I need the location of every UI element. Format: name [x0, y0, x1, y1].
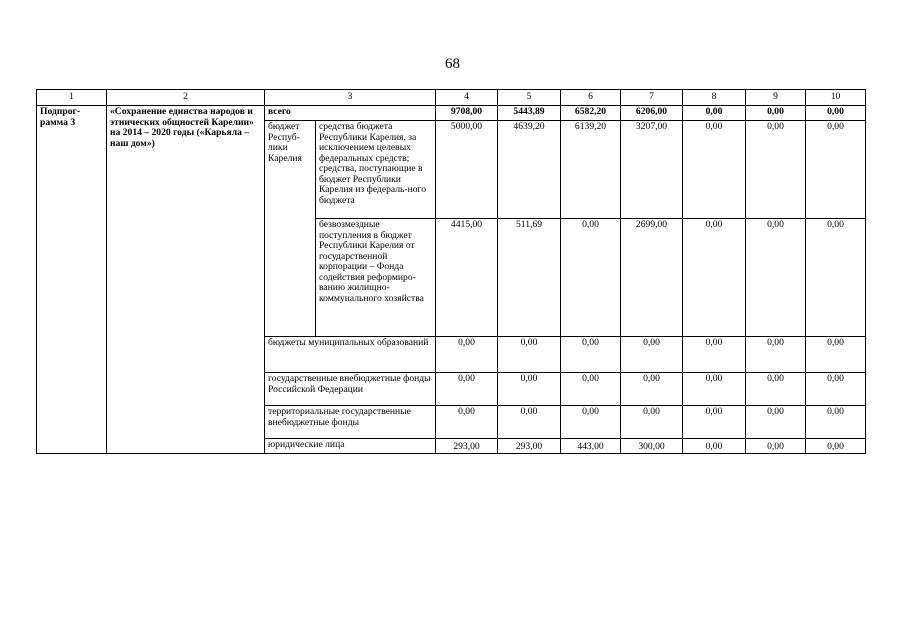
- value-cell: 0,00: [806, 121, 866, 219]
- value-cell: 3207,00: [621, 121, 683, 219]
- value-cell: 0,00: [436, 406, 498, 439]
- column-header: 1: [37, 90, 107, 106]
- value-cell: 0,00: [621, 373, 683, 406]
- column-header: 7: [621, 90, 683, 106]
- value-cell: 0,00: [683, 373, 746, 406]
- value-cell: 0,00: [806, 219, 866, 337]
- value-cell: 0,00: [683, 337, 746, 373]
- value-cell: 0,00: [746, 373, 806, 406]
- value-cell: 0,00: [806, 373, 866, 406]
- value-cell: 0,00: [806, 406, 866, 439]
- value-cell: 0,00: [498, 373, 561, 406]
- row-label: бюджеты муниципальных образований: [265, 337, 436, 373]
- value-cell: 293,00: [498, 439, 561, 454]
- column-header: 2: [107, 90, 265, 106]
- value-cell: 6582,20: [561, 106, 621, 121]
- table-row-total: [37, 106, 866, 121]
- column-header: 9: [746, 90, 806, 106]
- program-name: «Сохранение единства народов и этнических общностей Карелии» на 2014 – 2020 годы («Карьяла – наш дом»): [107, 106, 265, 454]
- value-cell: 4415,00: [436, 219, 498, 337]
- value-cell: 0,00: [746, 439, 806, 454]
- value-cell: 0,00: [498, 406, 561, 439]
- column-header: 4: [436, 90, 498, 106]
- value-cell: 0,00: [746, 406, 806, 439]
- value-cell: 0,00: [683, 121, 746, 219]
- value-cell: 0,00: [621, 337, 683, 373]
- row-label: территориальные государственные внебюджетные фонды: [265, 406, 436, 439]
- value-cell: 0,00: [683, 219, 746, 337]
- value-cell: 0,00: [806, 439, 866, 454]
- value-cell: 0,00: [746, 121, 806, 219]
- page-number: 68: [445, 56, 460, 72]
- value-cell: 0,00: [746, 219, 806, 337]
- value-cell: 0,00: [806, 337, 866, 373]
- value-cell: 4639,20: [498, 121, 561, 219]
- row-label: средства бюджета Республики Карелия, за исключением целевых федеральных средств; средства, поступающие в бюджет Республики Карелия из федераль-ного бюджета: [316, 121, 436, 219]
- column-header: 8: [683, 90, 746, 106]
- row-label: юридические лица: [265, 439, 436, 454]
- value-cell: 511,69: [498, 219, 561, 337]
- row-label: безвозмездные поступления в бюджет Республики Карелия от государственной корпорации – Фонда содействия реформиро-ванию жилищно-коммунального хозяйства: [316, 219, 436, 337]
- value-cell: 0,00: [498, 337, 561, 373]
- value-cell: 0,00: [746, 106, 806, 121]
- value-cell: 0,00: [436, 337, 498, 373]
- value-cell: 0,00: [683, 106, 746, 121]
- column-header: 5: [498, 90, 561, 106]
- row-label: всего: [265, 106, 436, 121]
- value-cell: 0,00: [683, 439, 746, 454]
- value-cell: 2699,00: [621, 219, 683, 337]
- value-cell: 0,00: [746, 337, 806, 373]
- column-header: 3: [265, 90, 436, 106]
- value-cell: 0,00: [561, 219, 621, 337]
- value-cell: 0,00: [806, 106, 866, 121]
- value-cell: 443,00: [561, 439, 621, 454]
- budget-table: [36, 89, 866, 454]
- value-cell: 5443,89: [498, 106, 561, 121]
- column-header: 10: [806, 90, 866, 106]
- value-cell: 293,00: [436, 439, 498, 454]
- value-cell: 6206,00: [621, 106, 683, 121]
- value-cell: 0,00: [436, 373, 498, 406]
- row-label: государственные внебюджетные фонды Российской Федерации: [265, 373, 436, 406]
- value-cell: 0,00: [621, 406, 683, 439]
- value-cell: 5000,00: [436, 121, 498, 219]
- value-cell: 9708,00: [436, 106, 498, 121]
- republic-budget-label: бюджет Респуб-лики Карелия: [265, 121, 316, 337]
- value-cell: 0,00: [561, 406, 621, 439]
- header-row: [37, 90, 866, 106]
- column-header: 6: [561, 90, 621, 106]
- value-cell: 300,00: [621, 439, 683, 454]
- value-cell: 0,00: [683, 406, 746, 439]
- value-cell: 6139,20: [561, 121, 621, 219]
- value-cell: 0,00: [561, 373, 621, 406]
- program-code: Подпрог-рамма 3: [37, 106, 107, 454]
- value-cell: 0,00: [561, 337, 621, 373]
